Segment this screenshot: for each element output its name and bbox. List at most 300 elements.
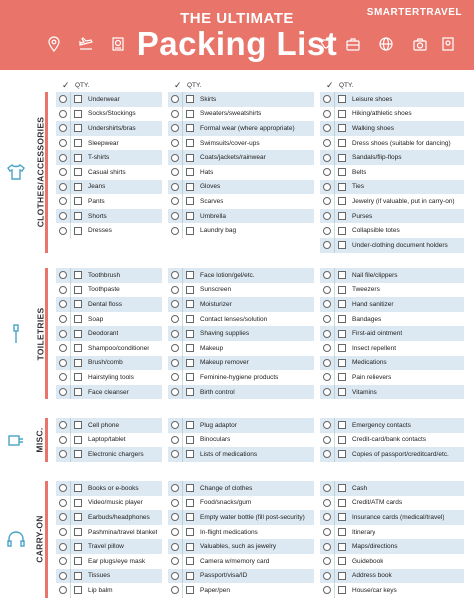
check-circle[interactable] xyxy=(323,197,331,205)
row-divider xyxy=(70,481,71,496)
check-circle[interactable] xyxy=(171,315,179,323)
item-label: Electronic chargers xyxy=(88,450,144,458)
checklist-column xyxy=(320,481,464,598)
qty-box[interactable] xyxy=(338,484,346,492)
check-circle[interactable] xyxy=(59,330,67,338)
qty-box[interactable] xyxy=(74,359,82,367)
check-circle[interactable] xyxy=(171,227,179,235)
qty-box[interactable] xyxy=(74,344,82,352)
qty-box[interactable] xyxy=(74,499,82,507)
item-label: Swimsuits/cover-ups xyxy=(200,139,260,147)
qty-box[interactable] xyxy=(186,315,194,323)
qty-box[interactable] xyxy=(74,227,82,235)
check-circle[interactable] xyxy=(323,528,331,536)
check-circle[interactable] xyxy=(323,586,331,594)
row-divider xyxy=(182,312,183,327)
check-circle[interactable] xyxy=(59,557,67,565)
check-circle[interactable] xyxy=(323,557,331,565)
checklist-row xyxy=(168,121,314,136)
check-circle[interactable] xyxy=(171,572,179,580)
check-circle[interactable] xyxy=(59,124,67,132)
qty-box[interactable] xyxy=(338,373,346,381)
item-label: Umbrella xyxy=(200,212,227,220)
check-circle[interactable] xyxy=(59,344,67,352)
check-circle[interactable] xyxy=(171,330,179,338)
checklist-row xyxy=(168,481,314,496)
check-circle[interactable] xyxy=(59,139,67,147)
headphones-icon xyxy=(6,529,26,549)
checklist-row xyxy=(56,209,162,224)
row-divider xyxy=(70,554,71,569)
check-circle[interactable] xyxy=(59,315,67,323)
qty-box[interactable] xyxy=(74,484,82,492)
check-circle[interactable] xyxy=(171,586,179,594)
checklist-row xyxy=(320,385,464,400)
qty-box[interactable] xyxy=(186,124,194,132)
row-divider xyxy=(334,238,335,253)
check-circle[interactable] xyxy=(59,300,67,308)
row-divider xyxy=(182,496,183,511)
check-circle[interactable] xyxy=(323,450,331,458)
check-circle[interactable] xyxy=(171,499,179,507)
qty-box[interactable] xyxy=(74,212,82,220)
check-circle[interactable] xyxy=(59,286,67,294)
qty-box[interactable] xyxy=(74,388,82,396)
check-circle[interactable] xyxy=(59,499,67,507)
row-divider xyxy=(70,165,71,180)
qty-box[interactable] xyxy=(74,286,82,294)
qty-box[interactable] xyxy=(186,154,194,162)
checklist-row xyxy=(168,150,314,165)
check-circle[interactable] xyxy=(59,168,67,176)
row-divider xyxy=(182,92,183,107)
qty-box[interactable] xyxy=(74,315,82,323)
item-label: Shampoo/conditioner xyxy=(88,344,150,352)
row-divider xyxy=(334,136,335,151)
qty-box[interactable] xyxy=(338,168,346,176)
qty-column-label: QTY. xyxy=(187,82,202,89)
check-circle[interactable] xyxy=(59,543,67,551)
check-circle[interactable] xyxy=(59,421,67,429)
check-circle[interactable] xyxy=(171,344,179,352)
item-label: Camera w/memory card xyxy=(200,557,270,565)
check-circle[interactable] xyxy=(171,95,179,103)
qty-box[interactable] xyxy=(338,572,346,580)
checklist-row xyxy=(168,385,314,400)
qty-box[interactable] xyxy=(338,95,346,103)
check-circle[interactable] xyxy=(59,586,67,594)
check-circle[interactable] xyxy=(59,197,67,205)
checklist-row xyxy=(320,356,464,371)
check-circle[interactable] xyxy=(59,271,67,279)
item-label: Coats/jackets/rainwear xyxy=(200,154,266,162)
row-divider xyxy=(334,583,335,598)
check-circle[interactable] xyxy=(323,421,331,429)
qty-box[interactable] xyxy=(186,484,194,492)
row-divider xyxy=(70,150,71,165)
item-label: Travel pillow xyxy=(88,543,124,551)
item-label: Address book xyxy=(352,572,392,580)
qty-box[interactable] xyxy=(186,421,194,429)
check-circle[interactable] xyxy=(323,513,331,521)
check-circle[interactable] xyxy=(323,359,331,367)
qty-box[interactable] xyxy=(338,421,346,429)
qty-box[interactable] xyxy=(186,227,194,235)
check-circle[interactable] xyxy=(171,513,179,521)
checklist-column xyxy=(56,418,162,462)
qty-box[interactable] xyxy=(186,557,194,565)
row-divider xyxy=(182,268,183,283)
qty-box[interactable] xyxy=(74,110,82,118)
check-circle[interactable] xyxy=(171,543,179,551)
row-divider xyxy=(182,283,183,298)
check-circle[interactable] xyxy=(59,110,67,118)
check-circle[interactable] xyxy=(323,315,331,323)
check-circle[interactable] xyxy=(323,543,331,551)
qty-box[interactable] xyxy=(338,557,346,565)
item-label: Hiking/athletic shoes xyxy=(352,110,412,118)
qty-box[interactable] xyxy=(186,586,194,594)
qty-box[interactable] xyxy=(74,450,82,458)
section-sidebar xyxy=(2,481,48,598)
check-circle[interactable] xyxy=(323,154,331,162)
shirt-icon xyxy=(6,162,26,182)
item-label: Dental floss xyxy=(88,300,122,308)
qty-box[interactable] xyxy=(74,139,82,147)
check-circle[interactable] xyxy=(171,212,179,220)
check-circle[interactable] xyxy=(323,388,331,396)
qty-box[interactable] xyxy=(338,271,346,279)
item-label: First-aid ointment xyxy=(352,330,403,338)
checklist-row xyxy=(320,194,464,209)
qty-box[interactable] xyxy=(338,154,346,162)
checklist-row xyxy=(56,496,162,511)
qty-box[interactable] xyxy=(338,300,346,308)
qty-box[interactable] xyxy=(186,95,194,103)
qty-box[interactable] xyxy=(186,373,194,381)
check-circle[interactable] xyxy=(59,484,67,492)
qty-box[interactable] xyxy=(186,388,194,396)
row-divider xyxy=(334,92,335,107)
row-divider xyxy=(70,92,71,107)
row-divider xyxy=(70,496,71,511)
check-circle[interactable] xyxy=(323,373,331,381)
row-divider xyxy=(70,121,71,136)
check-circle[interactable] xyxy=(323,241,331,249)
qty-box[interactable] xyxy=(74,586,82,594)
qty-box[interactable] xyxy=(74,197,82,205)
check-circle[interactable] xyxy=(171,139,179,147)
check-circle[interactable] xyxy=(323,436,331,444)
qty-box[interactable] xyxy=(186,513,194,521)
check-circle[interactable] xyxy=(323,95,331,103)
qty-box[interactable] xyxy=(338,436,346,444)
qty-box[interactable] xyxy=(338,124,346,132)
qty-box[interactable] xyxy=(186,436,194,444)
checklist-column xyxy=(320,268,464,399)
qty-box[interactable] xyxy=(74,183,82,191)
qty-box[interactable] xyxy=(338,330,346,338)
qty-box[interactable] xyxy=(338,227,346,235)
checklist-row xyxy=(320,268,464,283)
qty-box[interactable] xyxy=(74,513,82,521)
checklist-row xyxy=(56,385,162,400)
check-circle[interactable] xyxy=(59,212,67,220)
check-circle[interactable] xyxy=(59,528,67,536)
item-label: Ear plugs/eye mask xyxy=(88,557,146,565)
qty-box[interactable] xyxy=(338,388,346,396)
qty-box[interactable] xyxy=(338,286,346,294)
row-divider xyxy=(334,539,335,554)
check-circle[interactable] xyxy=(323,286,331,294)
qty-box[interactable] xyxy=(186,330,194,338)
check-circle[interactable] xyxy=(59,183,67,191)
check-circle[interactable] xyxy=(323,183,331,191)
item-label: Maps/directions xyxy=(352,543,398,551)
check-circle[interactable] xyxy=(171,110,179,118)
check-circle[interactable] xyxy=(323,344,331,352)
checklist-row xyxy=(56,136,162,151)
checklist-row xyxy=(56,150,162,165)
qty-box[interactable] xyxy=(74,168,82,176)
check-circle[interactable] xyxy=(323,227,331,235)
row-divider xyxy=(70,136,71,151)
qty-box[interactable] xyxy=(186,528,194,536)
qty-box[interactable] xyxy=(338,183,346,191)
qty-box[interactable] xyxy=(74,557,82,565)
qty-box[interactable] xyxy=(186,359,194,367)
check-circle[interactable] xyxy=(323,330,331,338)
check-circle[interactable] xyxy=(171,450,179,458)
checklist-row xyxy=(320,180,464,195)
row-divider xyxy=(334,326,335,341)
check-circle[interactable] xyxy=(59,359,67,367)
item-label: Tissues xyxy=(88,572,111,580)
checklist-row xyxy=(320,165,464,180)
row-divider xyxy=(182,569,183,584)
check-circle[interactable] xyxy=(323,110,331,118)
row-divider xyxy=(182,370,183,385)
qty-box[interactable] xyxy=(186,300,194,308)
row-divider xyxy=(334,481,335,496)
check-circle[interactable] xyxy=(323,212,331,220)
qty-box[interactable] xyxy=(74,543,82,551)
qty-box[interactable] xyxy=(186,344,194,352)
check-circle[interactable] xyxy=(171,124,179,132)
qty-box[interactable] xyxy=(74,95,82,103)
check-circle[interactable] xyxy=(323,572,331,580)
qty-box[interactable] xyxy=(338,344,346,352)
checklist-row xyxy=(168,356,314,371)
qty-box[interactable] xyxy=(338,359,346,367)
qty-box[interactable] xyxy=(74,421,82,429)
qty-box[interactable] xyxy=(74,373,82,381)
checklist-row xyxy=(168,223,314,238)
check-circle[interactable] xyxy=(171,154,179,162)
check-circle[interactable] xyxy=(323,139,331,147)
item-label: Pashmina/travel blanket xyxy=(88,528,158,536)
check-circle[interactable] xyxy=(59,513,67,521)
qty-box[interactable] xyxy=(74,300,82,308)
check-circle[interactable] xyxy=(59,227,67,235)
qty-box[interactable] xyxy=(74,124,82,132)
checklist-row xyxy=(168,447,314,462)
checklist-column xyxy=(168,92,314,238)
checklist-row xyxy=(56,223,162,238)
qty-box[interactable] xyxy=(338,197,346,205)
qty-box[interactable] xyxy=(186,168,194,176)
check-circle[interactable] xyxy=(171,183,179,191)
row-divider xyxy=(334,447,335,462)
qty-box[interactable] xyxy=(338,513,346,521)
check-circle[interactable] xyxy=(323,271,331,279)
qty-box[interactable] xyxy=(338,110,346,118)
item-label: Laptop/tablet xyxy=(88,436,126,444)
check-circle[interactable] xyxy=(171,271,179,279)
checklist-row xyxy=(56,92,162,107)
qty-box[interactable] xyxy=(186,271,194,279)
item-label: Contact lenses/solution xyxy=(200,315,268,323)
checklist-row xyxy=(168,283,314,298)
check-circle[interactable] xyxy=(171,197,179,205)
checklist-row xyxy=(56,447,162,462)
qty-box[interactable] xyxy=(338,315,346,323)
checklist-row xyxy=(320,370,464,385)
item-label: Food/snacks/gum xyxy=(200,499,252,507)
checklist-row xyxy=(320,341,464,356)
checklist-row xyxy=(168,525,314,540)
swimwear-icon xyxy=(318,36,334,52)
qty-box[interactable] xyxy=(338,139,346,147)
checklist-row xyxy=(320,326,464,341)
checklist-row xyxy=(168,326,314,341)
check-circle[interactable] xyxy=(323,124,331,132)
checklist-row xyxy=(168,341,314,356)
item-label: Sandals/flip-flops xyxy=(352,154,402,162)
qty-box[interactable] xyxy=(186,197,194,205)
row-divider xyxy=(182,165,183,180)
check-circle[interactable] xyxy=(171,359,179,367)
checklist-row xyxy=(56,165,162,180)
qty-box[interactable] xyxy=(186,286,194,294)
check-circle[interactable] xyxy=(59,436,67,444)
row-divider xyxy=(182,326,183,341)
row-divider xyxy=(334,209,335,224)
check-circle[interactable] xyxy=(59,154,67,162)
checklist-row xyxy=(320,238,464,253)
checklist-row xyxy=(320,418,464,433)
section-label-text: TOILETRIES xyxy=(35,307,45,361)
check-circle[interactable] xyxy=(171,388,179,396)
qty-box[interactable] xyxy=(186,183,194,191)
check-circle[interactable] xyxy=(59,450,67,458)
check-circle[interactable] xyxy=(59,95,67,103)
qty-box[interactable] xyxy=(74,436,82,444)
checklist-row xyxy=(168,209,314,224)
item-label: Lip balm xyxy=(88,586,113,594)
qty-box[interactable] xyxy=(338,543,346,551)
qty-box[interactable] xyxy=(186,543,194,551)
check-circle[interactable] xyxy=(171,300,179,308)
qty-box[interactable] xyxy=(186,572,194,580)
item-label: Credit-card/bank contacts xyxy=(352,436,427,444)
row-divider xyxy=(182,180,183,195)
check-circle[interactable] xyxy=(323,300,331,308)
check-circle[interactable] xyxy=(323,499,331,507)
qty-box[interactable] xyxy=(338,450,346,458)
row-divider xyxy=(334,496,335,511)
item-label: Belts xyxy=(352,168,367,176)
item-label: House/car keys xyxy=(352,586,397,594)
passport-icon xyxy=(110,36,126,52)
check-circle[interactable] xyxy=(323,168,331,176)
check-circle[interactable] xyxy=(59,388,67,396)
checklist-row xyxy=(56,194,162,209)
qty-box[interactable] xyxy=(74,572,82,580)
qty-box[interactable] xyxy=(338,586,346,594)
row-divider xyxy=(70,569,71,584)
check-circle[interactable] xyxy=(171,373,179,381)
section-label xyxy=(28,92,52,253)
section-sidebar xyxy=(2,418,48,462)
item-label: Insect repellent xyxy=(352,344,397,352)
brand-logo: SMARTERTRAVEL xyxy=(366,7,462,18)
row-divider xyxy=(70,341,71,356)
check-circle[interactable] xyxy=(59,572,67,580)
checklist-row xyxy=(56,525,162,540)
check-circle[interactable] xyxy=(171,286,179,294)
qty-box[interactable] xyxy=(186,450,194,458)
qty-box[interactable] xyxy=(186,110,194,118)
qty-box[interactable] xyxy=(74,528,82,536)
checklist-row xyxy=(320,150,464,165)
qty-box[interactable] xyxy=(186,139,194,147)
row-divider xyxy=(334,356,335,371)
item-label: Formal wear (where appropriate) xyxy=(200,124,295,132)
item-label: Paper/pen xyxy=(200,586,230,594)
check-circle[interactable] xyxy=(171,528,179,536)
item-label: Makeup remover xyxy=(200,359,249,367)
qty-box[interactable] xyxy=(338,212,346,220)
checklist-row xyxy=(168,496,314,511)
row-divider xyxy=(70,194,71,209)
item-label: Hats xyxy=(200,168,214,176)
check-circle[interactable] xyxy=(171,436,179,444)
row-divider xyxy=(70,447,71,462)
check-circle[interactable] xyxy=(59,373,67,381)
qty-box[interactable] xyxy=(338,499,346,507)
item-label: Nail file/clippers xyxy=(352,271,398,279)
check-circle[interactable] xyxy=(171,421,179,429)
section-sidebar xyxy=(2,92,48,253)
qty-box[interactable] xyxy=(74,154,82,162)
check-circle[interactable] xyxy=(171,168,179,176)
check-circle[interactable] xyxy=(171,557,179,565)
qty-box[interactable] xyxy=(186,499,194,507)
qty-box[interactable] xyxy=(338,528,346,536)
qty-box[interactable] xyxy=(74,330,82,338)
qty-box[interactable] xyxy=(338,241,346,249)
row-divider xyxy=(334,165,335,180)
qty-box[interactable] xyxy=(74,271,82,279)
check-circle[interactable] xyxy=(323,484,331,492)
item-label: Undershirts/bras xyxy=(88,124,136,132)
row-divider xyxy=(334,312,335,327)
checklist-row xyxy=(320,554,464,569)
row-divider xyxy=(334,370,335,385)
qty-box[interactable] xyxy=(186,212,194,220)
check-circle[interactable] xyxy=(171,484,179,492)
